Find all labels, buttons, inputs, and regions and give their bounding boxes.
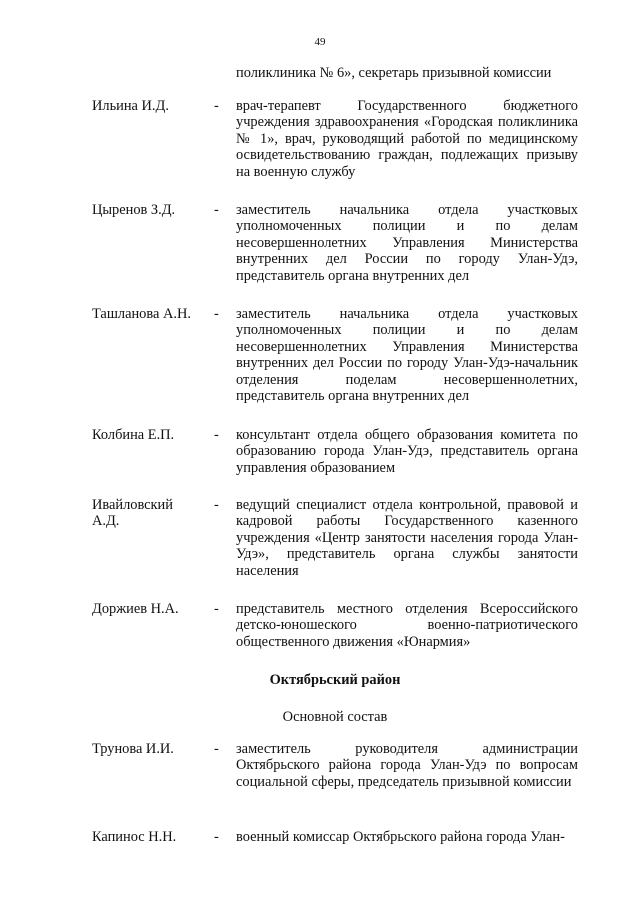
member-name: Ивайловский А.Д. bbox=[92, 497, 173, 530]
entry-dash: - bbox=[214, 601, 219, 617]
entry-dash: - bbox=[214, 306, 219, 322]
member-name: Ташланова А.Н. bbox=[92, 306, 191, 322]
member-role: врач-терапевт Государственного бюджетного учреждения здравоохранения «Городская поликлиника № 1», врач, руководящий работой по медицинскому освидетельствованию граждан, подлежащих призыву на военную службу bbox=[236, 98, 578, 180]
member-role: заместитель руководителя администрации Октябрьского района города Улан-Удэ по вопросам социальной сферы, председатель призывной комиссии bbox=[236, 741, 578, 790]
entry-dash: - bbox=[214, 98, 219, 114]
member-role: заместитель начальника отдела участковых уполномоченных полиции и по делам несовершеннолетних Управления Министерства внутренних дел России по городу Улан-Удэ-начальник отделения поделам несовершеннолетних, представитель органа внутренних дел bbox=[236, 306, 578, 405]
member-role: заместитель начальника отдела участковых уполномоченных полиции и по делам несовершеннолетних Управления Министерства внутренних дел России по городу Улан-Удэ, представитель органа внутренних дел bbox=[236, 202, 578, 284]
member-name: Ильина И.Д. bbox=[92, 98, 169, 114]
page-number: 49 bbox=[314, 36, 326, 48]
member-name: Капинос Н.Н. bbox=[92, 829, 177, 845]
entry-dash: - bbox=[214, 741, 219, 757]
section-subheading: Основной состав bbox=[282, 709, 388, 725]
entry-dash: - bbox=[214, 202, 219, 218]
entry-dash: - bbox=[214, 829, 219, 845]
member-name: Цыренов З.Д. bbox=[92, 202, 176, 218]
member-name: Трунова И.И. bbox=[92, 741, 174, 757]
member-role: ведущий специалист отдела контрольной, правовой и кадровой работы Государственного казенного учреждения «Центр занятости населения города Улан-Удэ», представитель органа службы занятости населения bbox=[236, 497, 578, 579]
continuation-text: поликлиника № 6», секретарь призывной комиссии bbox=[236, 65, 552, 81]
entry-dash: - bbox=[214, 497, 219, 513]
member-role: военный комиссар Октябрьского района города Улан- bbox=[236, 829, 565, 845]
entry-dash: - bbox=[214, 427, 219, 443]
member-name: Доржиев Н.А. bbox=[92, 601, 179, 617]
member-name: Колбина Е.П. bbox=[92, 427, 175, 443]
section-heading: Октябрьский район bbox=[269, 672, 401, 688]
member-role: представитель местного отделения Всероссийского детско-юношеского военно-патриотического общественного движения «Юнармия» bbox=[236, 601, 578, 650]
member-role: консультант отдела общего образования комитета по образованию города Улан-Удэ, представитель органа управления образованием bbox=[236, 427, 578, 476]
